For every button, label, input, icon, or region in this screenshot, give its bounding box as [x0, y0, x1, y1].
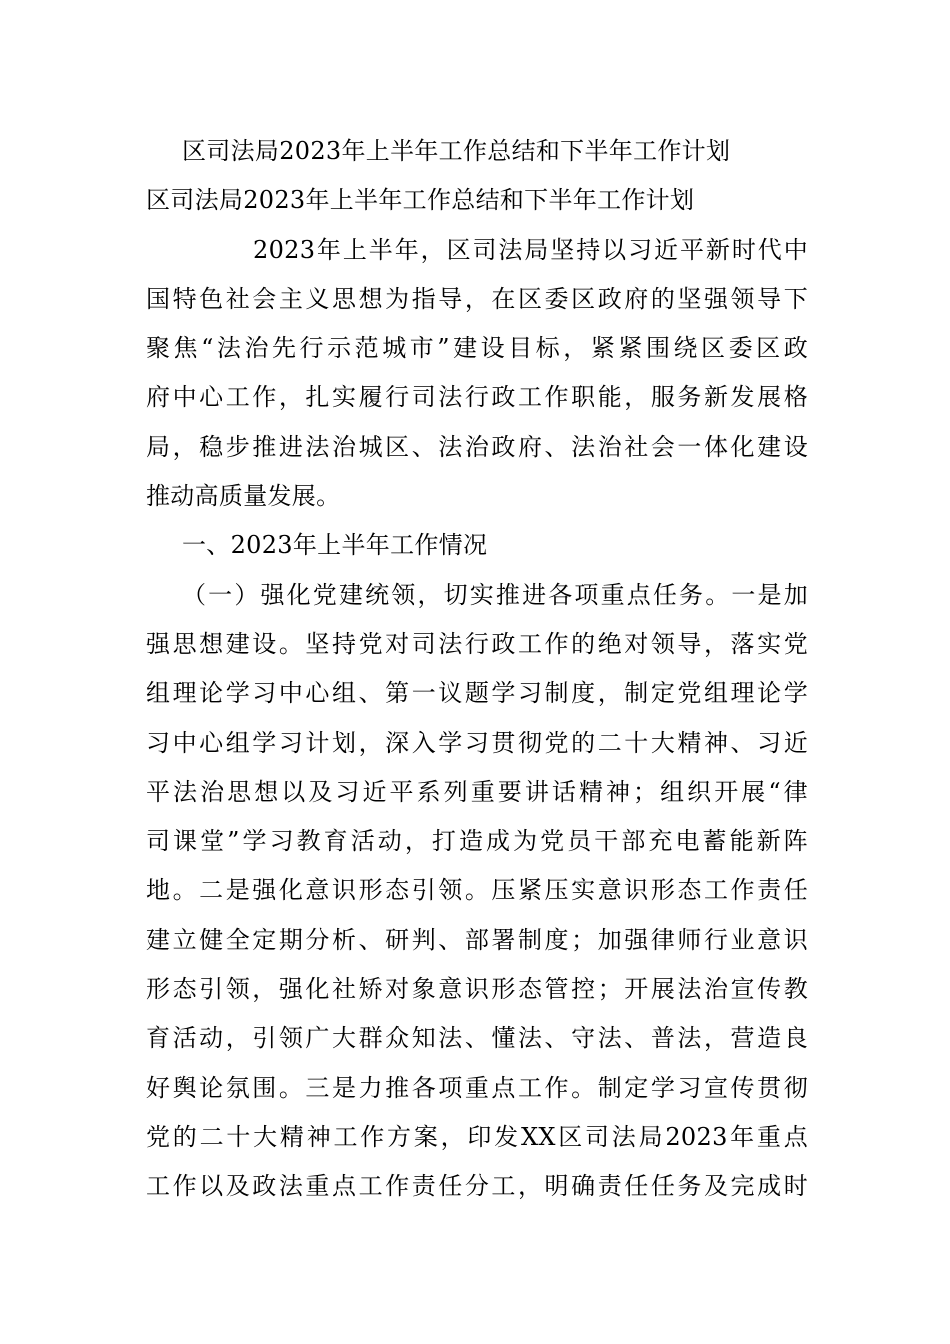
intro-line: 局，稳步推进法治城区、法治政府、法治社会一体化建设: [146, 432, 808, 461]
body-line: 建立健全定期分析、研判、部署制度；加强律师行业意识: [146, 925, 808, 954]
intro-line: 推动高质量发展。: [146, 482, 341, 511]
document-title-repeat: 区司法局2023年上半年工作总结和下半年工作计划: [146, 186, 695, 215]
section-heading: 一、2023年上半年工作情况: [182, 531, 488, 560]
body-line: 党的二十大精神工作方案，印发XX区司法局2023年重点: [146, 1122, 808, 1151]
body-line: 工作以及政法重点工作责任分工，明确责任任务及完成时: [146, 1172, 808, 1201]
intro-line: 2023年上半年，区司法局坚持以习近平新时代中: [253, 235, 808, 264]
body-line: 强思想建设。坚持党对司法行政工作的绝对领导，落实党: [146, 629, 808, 658]
document-text: [146, 127, 808, 1212]
body-line: 司课堂”学习教育活动，打造成为党员干部充电蓄能新阵: [146, 827, 808, 856]
document-title: 区司法局2023年上半年工作总结和下半年工作计划: [182, 137, 731, 165]
body-line: （一）强化党建统领，切实推进各项重点任务。一是加: [182, 580, 808, 609]
intro-line: 府中心工作，扎实履行司法行政工作职能，服务新发展格: [146, 383, 808, 412]
body-line: 平法治思想以及习近平系列重要讲话精神；组织开展“律: [146, 777, 808, 806]
body-line: 地。二是强化意识形态引领。压紧压实意识形态工作责任: [146, 876, 808, 905]
body-line: 好舆论氛围。三是力推各项重点工作。制定学习宣传贯彻: [146, 1073, 808, 1102]
body-line: 习中心组学习计划，深入学习贯彻党的二十大精神、习近: [146, 728, 808, 757]
intro-line: 聚焦“法治先行示范城市”建设目标，紧紧围绕区委区政: [146, 334, 808, 363]
body-line: 组理论学习中心组、第一议题学习制度，制定党组理论学: [146, 679, 808, 708]
body-line: 形态引领，强化社矫对象意识形态管控；开展法治宣传教: [146, 975, 808, 1004]
intro-line: 国特色社会主义思想为指导，在区委区政府的坚强领导下: [146, 284, 808, 313]
body-line: 育活动，引领广大群众知法、懂法、守法、普法，营造良: [146, 1024, 808, 1053]
